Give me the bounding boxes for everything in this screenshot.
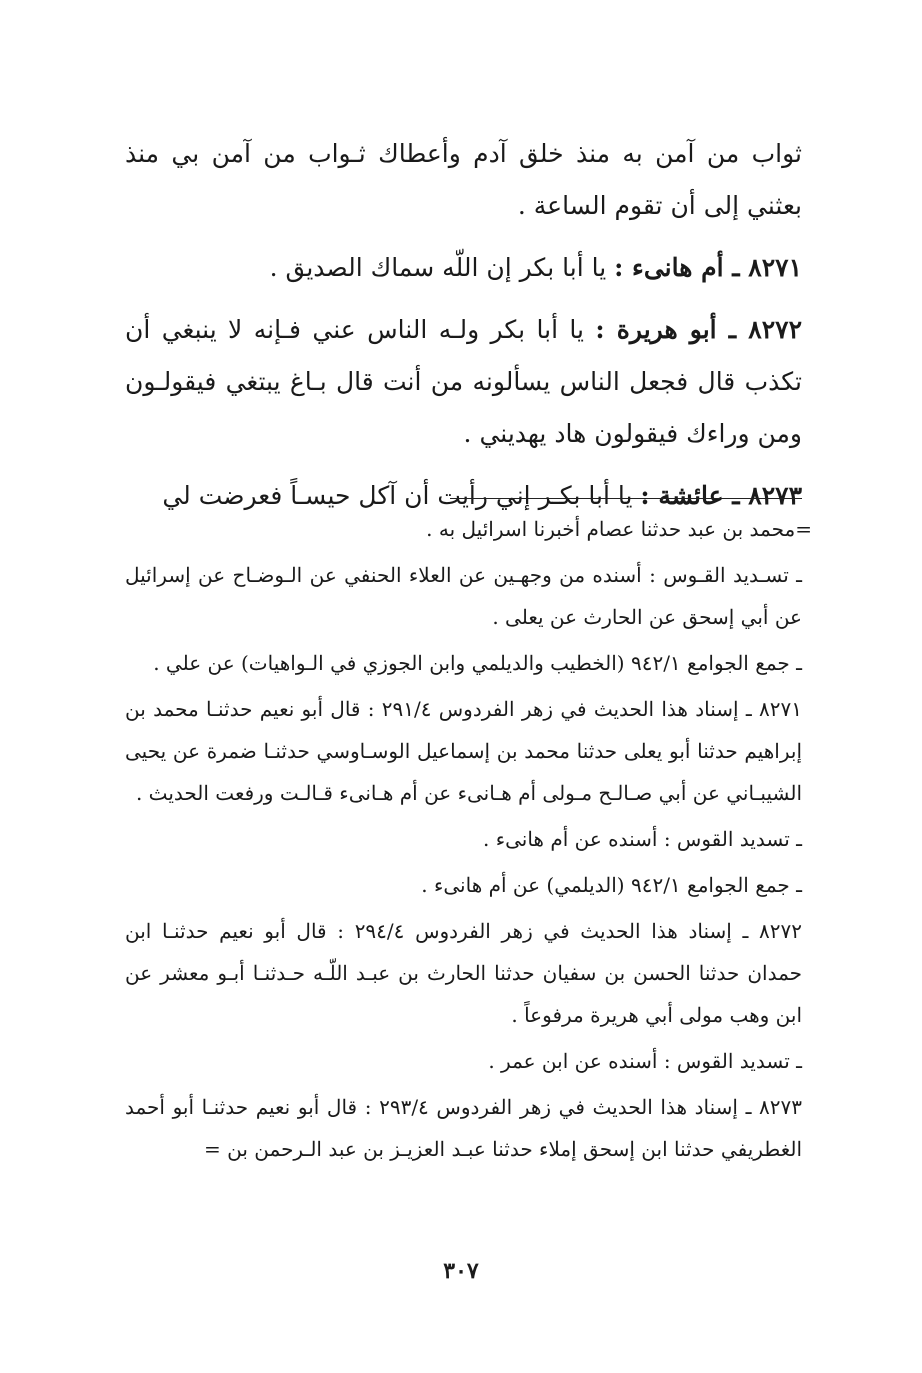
- hadith-number: ٨٢٧١ ـ أم هانىء :: [614, 253, 802, 282]
- footnote-line: ـ تسديد القوس : أسنده عن أم هانىء .: [482, 827, 802, 851]
- footnote-line: ـ جمع الجوامع ٩٤٢/١ (الديلمي) عن أم هانىء .: [421, 873, 802, 897]
- hadith-text: يا أبا بكر إن اللّه سماك الصديق .: [269, 253, 607, 282]
- footnote-line: ـ تسديد القوس : أسنده عن ابن عمر .: [488, 1049, 802, 1073]
- hadith-8272: [125, 304, 802, 460]
- hadith-number: ٨٢٧٢ ـ أبو هريرة :: [595, 315, 802, 344]
- footnote-line: ـ تسـديد القـوس : أسنده من وجهـين عن العلاء الحنفي عن الـوضـاح عن إسرائيل عن أبي إسحق عن الحارث عن يعلى .: [125, 563, 802, 629]
- page-number: ٣٠٧: [443, 1258, 479, 1284]
- hadith-text: يا أبا بكر ولـه الناس عني فـإنه لا ينبغي أن تكذب قال فجعل الناس يسألونه من أنت قال بـاغ يبتغي فيقولـون ومن وراءك فيقولون هاد يهديني .: [125, 315, 802, 448]
- footnote-line: ـ جمع الجوامع ٩٤٢/١ (الخطيب والديلمي وابن الجوزي في الـواهيات) عن علي .: [153, 651, 802, 675]
- footnote-line: ٨٢٧٢ ـ إسناد هذا الحديث في زهر الفردوس ٢٩٤/٤ : قال أبو نعيم حدثنـا ابن حمدان حدثنا الحسن بن سفيان حدثنا الحارث بن عبـد اللّـه حـدثنـا أبـو معشر عن ابن وهب مولى أبي هريرة مرفوعاً .: [125, 919, 802, 1027]
- footnote-line: ٨٢٧١ ـ إسناد هذا الحديث في زهر الفردوس ٢٩١/٤ : قال أبو نعيم حدثنـا محمد بن إبراهيم حدثنا أبو يعلى حدثنا محمد بن إسماعيل الوسـاوسي حدثنـا ضمرة عن يحيى الشيبـاني عن أبي صـالـح مـولى أم هـانىء عن أم هـانىء قـالـت ورفعت الحديث .: [125, 697, 802, 805]
- main-text: [125, 128, 802, 532]
- hadith-text: يا أبا بكـر إني رأيت أن آكل حيسـاً فعرضت لي: [162, 481, 633, 510]
- footnote-line: ٨٢٧٣ ـ إسناد هذا الحديث في زهر الفردوس ٢٩٣/٤ : قال أبو نعيم حدثنـا أبو أحمد الغطريفي حدثنا ابن إسحق إملاء حدثنا عبـد العزيـز بن عبد الـرحمن بن =: [125, 1095, 803, 1161]
- hadith-number: ٨٢٧٣ ـ عائشة :: [640, 481, 802, 510]
- footnote-line: =محمد بن عبد حدثنا عصام أخبرنا اسرائيل به .: [426, 517, 812, 541]
- paragraph-continuation: ثواب من آمن به منذ خلق آدم وأعطاك ثـواب من آمن بي منذ بعثني إلى أن تقوم الساعة .: [125, 139, 802, 220]
- hadith-8271: [125, 242, 802, 294]
- footnotes: [125, 508, 812, 1174]
- footnote-separator: [450, 498, 802, 499]
